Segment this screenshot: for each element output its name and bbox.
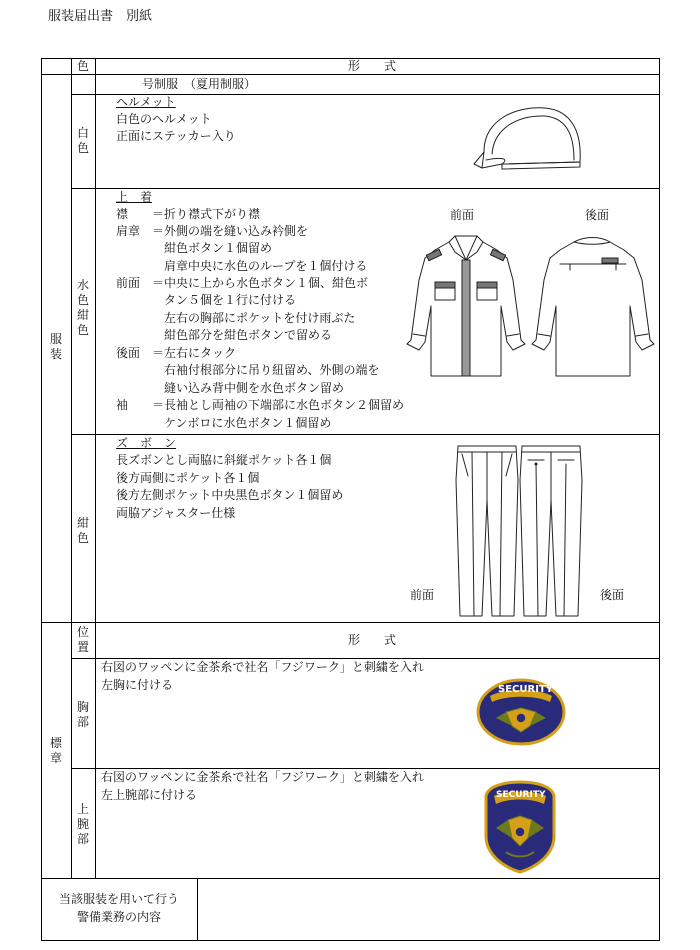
jacket-desc-line: 袖 ＝長袖とし両袖の下端部に水色ボタン２個留め xyxy=(116,398,405,412)
jacket-desc-line: 後面 ＝左右にタック xyxy=(116,346,237,360)
jacket-desc-line: ケンボロに水色ボタン１個留め xyxy=(116,416,332,430)
chest-desc-line: 左胸に付ける xyxy=(101,678,174,692)
helmet-title: ヘルメット xyxy=(116,95,176,109)
pants-title: ズ ボ ン xyxy=(116,436,177,450)
jacket-back-label: 後面 xyxy=(585,208,610,222)
pants-desc-line: 後方両側にポケット各１個 xyxy=(116,471,260,485)
helmet-illustration xyxy=(470,100,590,185)
helmet-desc-line: 正面にステッカー入り xyxy=(116,129,236,143)
patch-text: SECURITY xyxy=(496,790,546,800)
jacket-desc-line: 襟 ＝折り襟式下がり襟 xyxy=(116,207,261,221)
jacket-desc-line: 紺色ボタン１個留め xyxy=(116,241,273,255)
duty-label: 当該服装を用いて行う 警備業務の内容 xyxy=(58,892,179,924)
arm-desc-line: 左上腕部に付ける xyxy=(101,788,198,802)
jacket-desc-line: 左右の胸部にポケットを付け雨ぶた xyxy=(116,311,356,325)
pants-front-label: 前面 xyxy=(410,588,435,602)
jacket-desc-line: 紺色部分を紺色ボタンで留める xyxy=(116,328,333,342)
jacket-desc-line: 肩章 ＝外側の端を縫い込み衿側を xyxy=(116,224,309,238)
arm-desc-line: 右図のワッペンに金茶糸で社名「フジワーク」と刺繍を入れ xyxy=(101,770,424,784)
jacket-desc-line: タン５個を１行に付ける xyxy=(116,293,297,307)
pants-back-illustration xyxy=(516,440,586,618)
position-column-header: 位置 xyxy=(76,625,89,654)
duty-content-field[interactable] xyxy=(200,882,655,936)
pants-back-label: 後面 xyxy=(600,588,625,602)
document-title: 服装届出書 別紙 xyxy=(48,9,153,24)
jacket-front-illustration xyxy=(405,230,527,380)
pants-desc-line: 後方左側ポケット中央黒色ボタン１個留め xyxy=(116,488,344,502)
jacket-desc-line: 肩章中央に水色のループを１個付ける xyxy=(116,259,368,273)
jacket-desc-line: 縫い込み背中側を水色ボタン留め xyxy=(116,381,345,395)
helmet-color: 白色 xyxy=(76,126,89,155)
jacket-back-illustration xyxy=(530,230,660,380)
badge-form-header: 形 式 xyxy=(348,633,397,647)
jacket-title: 上 着 xyxy=(116,190,153,204)
pants-color: 紺色 xyxy=(76,516,89,545)
jacket-desc-line: 前面 ＝中央に上から水色ボタン１個、紺色ボ xyxy=(116,276,369,290)
helmet-desc-line: 白色のヘルメット xyxy=(116,112,212,126)
chest-desc-line: 右図のワッペンに金茶糸で社名「フジワーク」と刺繍を入れ xyxy=(101,660,424,674)
badge-section-label: 標章 xyxy=(49,736,62,765)
uniform-subtitle: 号制服 （夏用制服） xyxy=(142,77,257,91)
jacket-front-label: 前面 xyxy=(450,208,475,222)
uniform-section-label: 服装 xyxy=(49,332,62,361)
patch-text: SECURITY xyxy=(498,684,553,695)
chest-position: 胸部 xyxy=(76,700,89,729)
pants-desc-line: 両脇アジャスター仕様 xyxy=(116,506,236,520)
jacket-color: 水色紺色 xyxy=(76,278,89,337)
pants-front-illustration xyxy=(452,440,522,618)
form-column-header: 形 式 xyxy=(348,59,397,73)
arm-position: 上腕部 xyxy=(76,802,89,846)
jacket-desc-line: 右袖付根部分に吊り紐留め、外側の端を xyxy=(116,363,380,377)
pants-desc-line: 長ズボンとし両脇に斜縦ポケット各１個 xyxy=(116,453,332,467)
color-column-header: 色 xyxy=(77,59,90,73)
